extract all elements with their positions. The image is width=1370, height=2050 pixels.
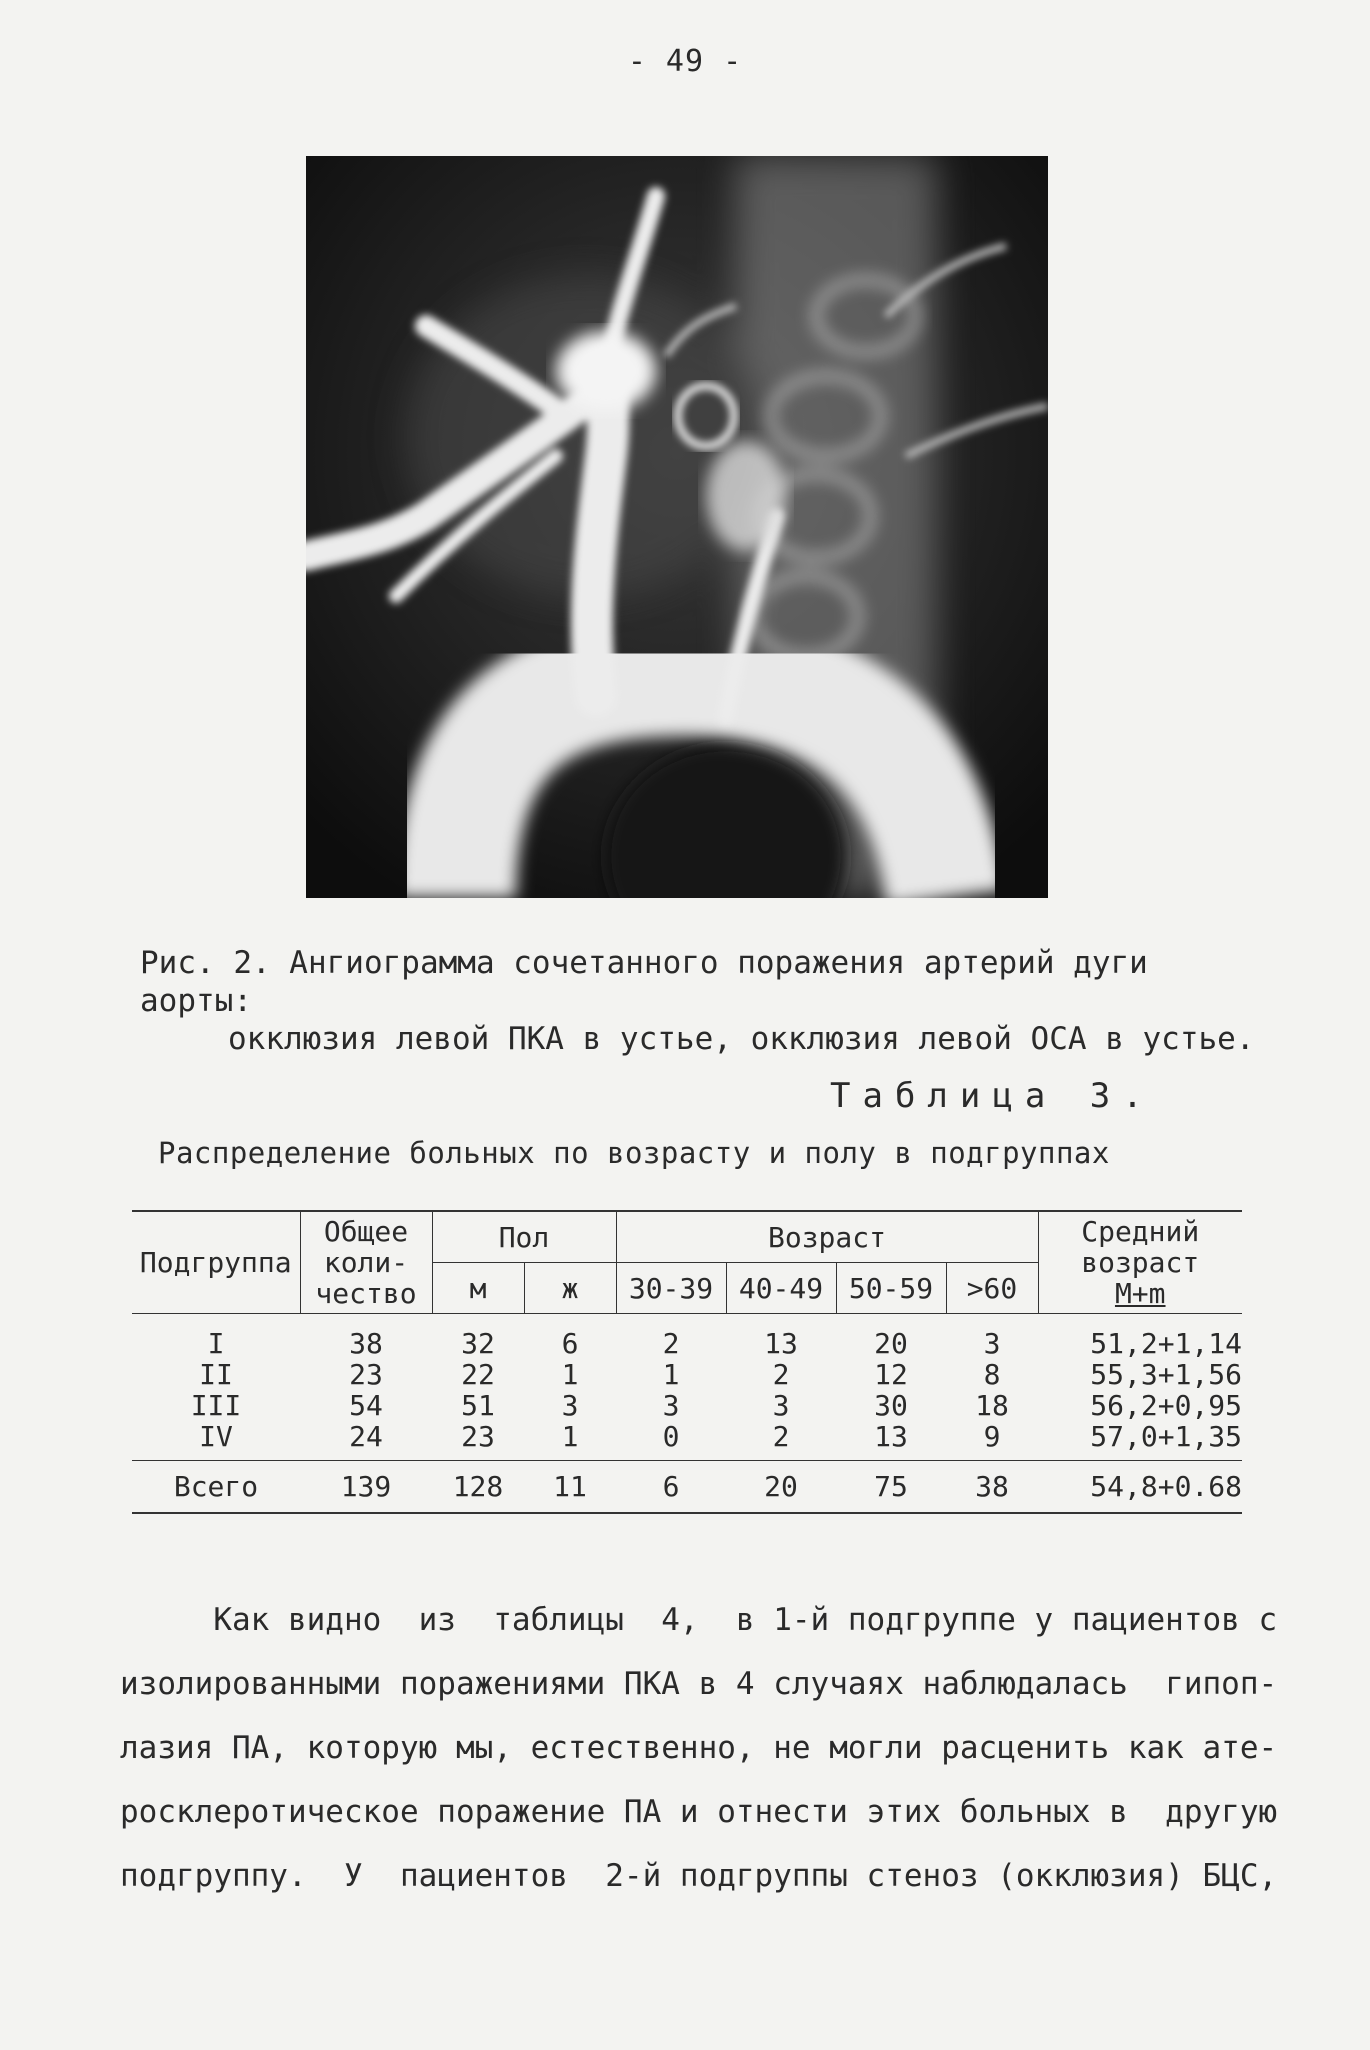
body-line: изолированными поражениями ПКА в 4 случаях наблюдалась гипоп- (120, 1666, 1278, 1702)
cell-age-50-59: 75 (836, 1461, 946, 1514)
body-paragraph (120, 1588, 1278, 1908)
body-line: росклеротическое поражение ПА и отнести этих больных в другую (120, 1794, 1278, 1830)
cell-mean-age: 57,0+1,35 (1090, 1420, 1242, 1453)
header-subgroup: Подгруппа (132, 1211, 300, 1314)
cell-age-50-59: 12 (874, 1358, 908, 1391)
cell-male: 32 (461, 1327, 495, 1360)
header-age-50-59: 50-59 (836, 1263, 946, 1314)
header-total-count-l2: коли- (323, 1246, 409, 1279)
cell-age-60: 3 (983, 1327, 1001, 1360)
header-total-count-l1: Общее (323, 1215, 409, 1248)
cell-age-50-59: 30 (874, 1389, 908, 1422)
cell-male: 128 (432, 1461, 524, 1514)
cell-female: 11 (524, 1461, 616, 1514)
header-age-30-39: 30-39 (616, 1263, 726, 1314)
header-mean-age-l1: Средний (1081, 1215, 1200, 1248)
caption-line-1: Рис. 2. Ангиограмма сочетанного поражения артерий дуги аорты: (140, 945, 1148, 1019)
caption-line-2: окклюзия левой ПКА в устье, окклюзия левой ОСА в устье. (228, 1021, 1255, 1057)
cell-subgroup: II (199, 1358, 233, 1391)
table-row (132, 1314, 1242, 1360)
cell-total: 54 (349, 1389, 383, 1422)
body-line: Как видно из таблицы 4, в 1-й подгруппе у пациентов с (120, 1602, 1278, 1638)
cell-age-40-49: 2 (772, 1358, 790, 1391)
table-row (132, 1421, 1242, 1461)
cell-subgroup: IV (199, 1420, 233, 1453)
cell-age-60: 18 (975, 1389, 1009, 1422)
cell-age-30-39: 0 (662, 1420, 680, 1453)
header-age: Возраст (616, 1211, 1038, 1263)
header-age-60: >60 (946, 1263, 1038, 1314)
cell-age-30-39: 6 (616, 1461, 726, 1514)
body-line: подгруппу. У пациентов 2-й подгруппы стеноз (окклюзия) БЦС, (120, 1858, 1278, 1894)
cell-female: 1 (561, 1420, 579, 1453)
cell-age-40-49: 13 (764, 1327, 798, 1360)
cell-age-40-49: 20 (726, 1461, 836, 1514)
header-total-count-l3: чество (315, 1277, 417, 1310)
cell-mean-age: 55,3+1,56 (1090, 1358, 1242, 1391)
table-subtitle: Распределение больных по возрасту и полу в подгруппах (158, 1136, 1110, 1170)
header-total-count (300, 1211, 432, 1314)
cell-age-40-49: 2 (772, 1420, 790, 1453)
cell-male: 23 (461, 1420, 495, 1453)
cell-age-40-49: 3 (772, 1389, 790, 1422)
page-number: - 49 - (627, 44, 743, 79)
cell-subgroup: Всего (132, 1461, 300, 1514)
cell-age-60: 38 (946, 1461, 1038, 1514)
cell-subgroup: III (190, 1389, 242, 1422)
header-male: м (432, 1263, 524, 1314)
cell-mean-age: 51,2+1,14 (1090, 1327, 1242, 1360)
table-row (132, 1390, 1242, 1421)
angiogram-figure (306, 156, 1048, 898)
cell-subgroup: I (207, 1327, 225, 1360)
age-sex-table (132, 1210, 1242, 1514)
cell-age-30-39: 1 (662, 1358, 680, 1391)
cell-age-60: 8 (983, 1358, 1001, 1391)
cell-male: 51 (461, 1389, 495, 1422)
cell-age-30-39: 2 (662, 1327, 680, 1360)
angiogram-image (306, 156, 1048, 898)
cell-age-60: 9 (983, 1420, 1001, 1453)
cell-mean-age: 56,2+0,95 (1090, 1389, 1242, 1422)
header-age-40-49: 40-49 (726, 1263, 836, 1314)
header-mean-age-l2: возраст (1081, 1246, 1200, 1279)
header-mean-age-l3: M+m (1114, 1277, 1166, 1310)
header-female: ж (524, 1263, 616, 1314)
cell-total: 23 (349, 1358, 383, 1391)
header-sex: Пол (432, 1211, 616, 1263)
cell-total: 24 (349, 1420, 383, 1453)
cell-male: 22 (461, 1358, 495, 1391)
table-row (132, 1359, 1242, 1390)
cell-age-30-39: 3 (662, 1389, 680, 1422)
cell-age-50-59: 13 (874, 1420, 908, 1453)
cell-female: 1 (561, 1358, 579, 1391)
cell-total: 38 (349, 1327, 383, 1360)
cell-total: 139 (300, 1461, 432, 1514)
header-mean-age (1038, 1211, 1242, 1314)
figure-caption (140, 944, 1260, 1058)
table-total-row (132, 1461, 1242, 1514)
cell-female: 6 (561, 1327, 579, 1360)
body-line: лазия ПА, которую мы, естественно, не могли расценить как ате- (120, 1730, 1278, 1766)
cell-female: 3 (561, 1389, 579, 1422)
cell-mean-age: 54,8+0.68 (1038, 1461, 1242, 1514)
cell-age-50-59: 20 (874, 1327, 908, 1360)
table-title: Таблица 3. (830, 1076, 1155, 1116)
